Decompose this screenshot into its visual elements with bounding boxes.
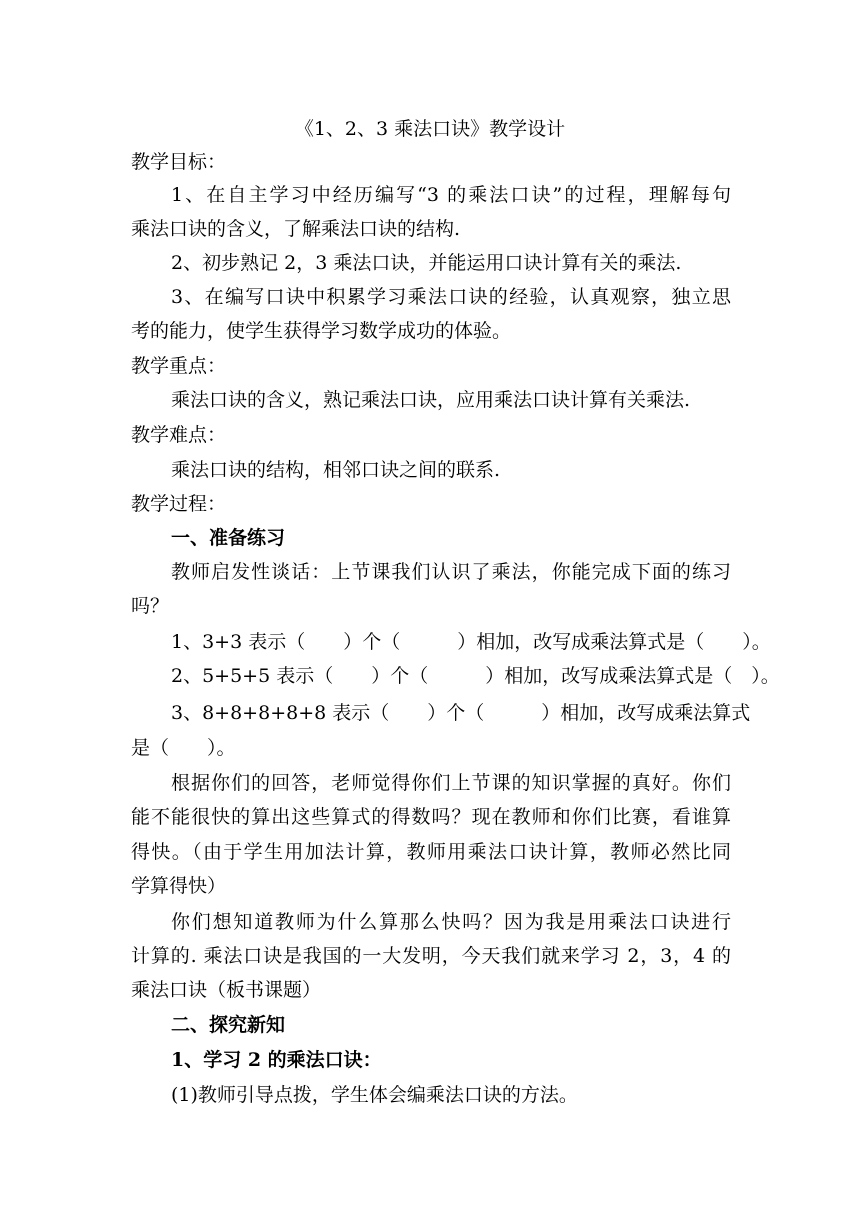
paragraph-line: 根据你们的回答，老师觉得你们上节课的知识掌握的真好。你们 — [171, 772, 731, 794]
section-heading-objectives: 教学目标： — [131, 151, 227, 173]
paragraph-line: 计算的. 乘法口诀是我国的一大发明，今天我们就来学习 2，3，4 的 — [131, 945, 731, 967]
paragraph-line: 乘法口诀的含义，了解乘法口诀的结构. — [131, 218, 461, 240]
paragraph-line: 得快。（由于学生用加法计算，教师用乘法口诀计算，教师必然比同 — [131, 841, 731, 863]
section-heading-key-points: 教学重点： — [131, 355, 227, 377]
paragraph-line: 乘法口诀的结构，相邻口诀之间的联系. — [171, 459, 501, 481]
subheading-learn-2: 1、学习 2 的乘法口诀： — [171, 1049, 382, 1071]
exercise-line: 1、3+3 表示（ ）个（ ）相加，改写成乘法算式是（ ）。 — [171, 631, 771, 653]
paragraph-line: 2、初步熟记 2，3 乘法口诀，并能运用口诀计算有关的乘法. — [171, 252, 682, 274]
paragraph-line: 乘法口诀的含义，熟记乘法口诀，应用乘法口诀计算有关乘法. — [171, 389, 691, 411]
paragraph-line: (1)教师引导点拨，学生体会编乘法口诀的方法。 — [171, 1084, 578, 1106]
document-title: 《1、2、3 乘法口诀》教学设计 — [294, 118, 566, 140]
subheading-preparation: 一、准备练习 — [171, 527, 286, 549]
exercise-line: 3、8+8+8+8+8 表示（ ）个（ ）相加，改写成乘法算式 — [171, 702, 751, 724]
subheading-explore: 二、探究新知 — [171, 1014, 286, 1036]
exercise-line: 是（ ）。 — [131, 737, 236, 759]
section-heading-difficulties: 教学难点： — [131, 424, 227, 446]
paragraph-line: 乘法口诀（板书课题） — [131, 979, 322, 1001]
paragraph-line: 3、在编写口诀中积累学习乘法口诀的经验，认真观察，独立思 — [171, 286, 731, 308]
exercise-line: 2、5+5+5 表示（ ）个（ ）相加，改写成乘法算式是（ ）。 — [171, 665, 780, 687]
paragraph-line: 学算得快） — [131, 875, 227, 897]
paragraph-line: 考的能力，使学生获得学习数学成功的体验。 — [131, 320, 512, 342]
section-heading-process: 教学过程： — [131, 493, 227, 515]
paragraph-line: 教师启发性谈话：上节课我们认识了乘法，你能完成下面的练习 — [171, 561, 731, 583]
paragraph-line: 能不能很快的算出这些算式的得数吗？现在教师和你们比赛，看谁算 — [131, 806, 731, 828]
paragraph-line: 你们想知道教师为什么算那么快吗？因为我是用乘法口诀进行 — [171, 911, 731, 933]
paragraph-line: 吗？ — [131, 595, 170, 617]
paragraph-line: 1、在自主学习中经历编写“3 的乘法口诀”的过程，理解每句 — [171, 184, 731, 206]
